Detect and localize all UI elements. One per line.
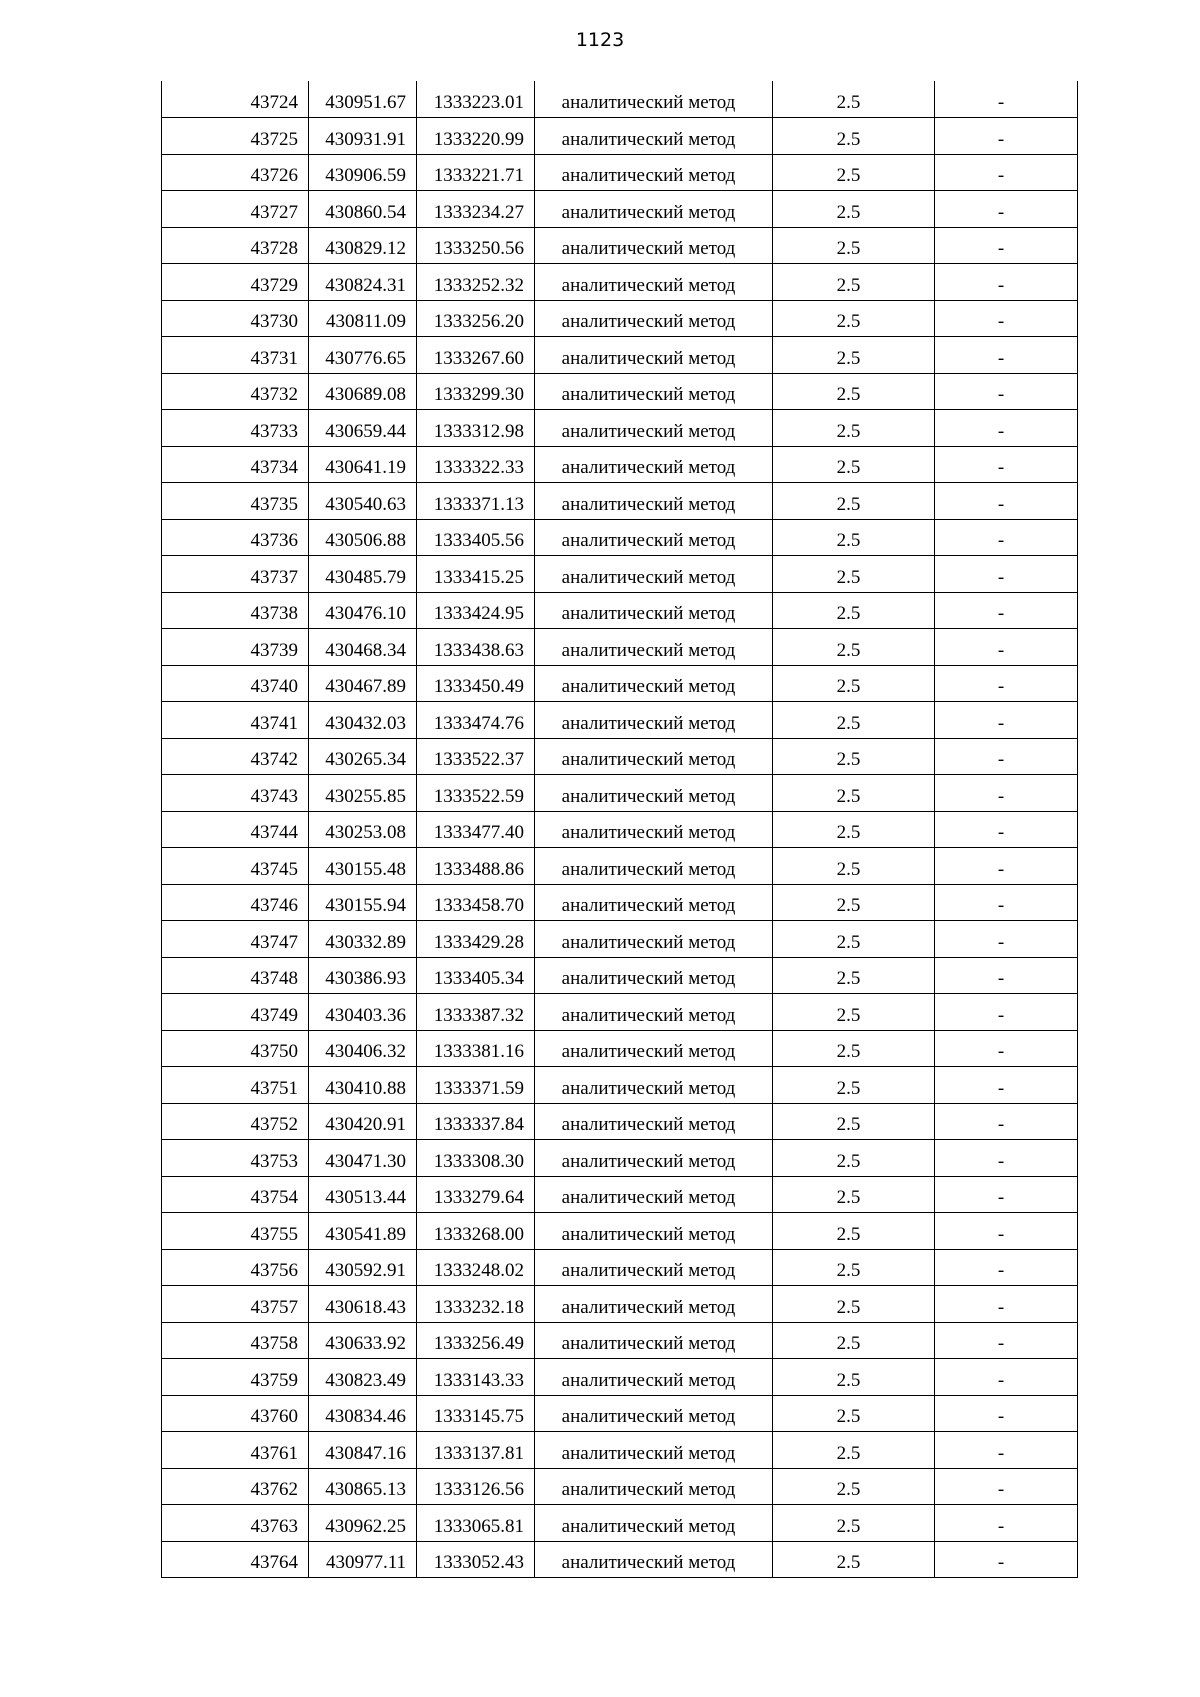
y-coordinate-cell: 1333252.32: [417, 264, 535, 301]
point-number-cell: 43739: [162, 629, 309, 666]
x-coordinate-cell: 430332.89: [309, 921, 417, 958]
x-coordinate-cell: 430847.16: [309, 1432, 417, 1469]
note-cell: -: [935, 81, 1078, 118]
method-cell: аналитический метод: [535, 337, 773, 374]
method-cell: аналитический метод: [535, 702, 773, 739]
note-cell: -: [935, 1249, 1078, 1286]
y-coordinate-cell: 1333220.99: [417, 118, 535, 155]
accuracy-cell: 2.5: [773, 446, 935, 483]
x-coordinate-cell: 430155.48: [309, 848, 417, 885]
point-number-cell: 43732: [162, 373, 309, 410]
note-cell: -: [935, 300, 1078, 337]
method-cell: аналитический метод: [535, 775, 773, 812]
note-cell: -: [935, 884, 1078, 921]
accuracy-cell: 2.5: [773, 118, 935, 155]
accuracy-cell: 2.5: [773, 1359, 935, 1396]
table-row: [162, 1067, 1078, 1104]
accuracy-cell: 2.5: [773, 1103, 935, 1140]
note-cell: -: [935, 410, 1078, 447]
y-coordinate-cell: 1333234.27: [417, 191, 535, 228]
x-coordinate-cell: 430824.31: [309, 264, 417, 301]
y-coordinate-cell: 1333429.28: [417, 921, 535, 958]
y-coordinate-cell: 1333415.25: [417, 556, 535, 593]
table-row: [162, 410, 1078, 447]
table-row: [162, 337, 1078, 374]
accuracy-cell: 2.5: [773, 811, 935, 848]
point-number-cell: 43758: [162, 1322, 309, 1359]
point-number-cell: 43733: [162, 410, 309, 447]
method-cell: аналитический метод: [535, 884, 773, 921]
x-coordinate-cell: 430865.13: [309, 1468, 417, 1505]
note-cell: -: [935, 811, 1078, 848]
note-cell: -: [935, 446, 1078, 483]
method-cell: аналитический метод: [535, 227, 773, 264]
method-cell: аналитический метод: [535, 592, 773, 629]
y-coordinate-cell: 1333381.16: [417, 1030, 535, 1067]
table-row: [162, 738, 1078, 775]
accuracy-cell: 2.5: [773, 665, 935, 702]
accuracy-cell: 2.5: [773, 1140, 935, 1177]
method-cell: аналитический метод: [535, 921, 773, 958]
method-cell: аналитический метод: [535, 556, 773, 593]
table-row: [162, 884, 1078, 921]
method-cell: аналитический метод: [535, 191, 773, 228]
x-coordinate-cell: 430506.88: [309, 519, 417, 556]
accuracy-cell: 2.5: [773, 738, 935, 775]
method-cell: аналитический метод: [535, 1213, 773, 1250]
y-coordinate-cell: 1333126.56: [417, 1468, 535, 1505]
table-row: [162, 848, 1078, 885]
accuracy-cell: 2.5: [773, 519, 935, 556]
y-coordinate-cell: 1333221.71: [417, 154, 535, 191]
method-cell: аналитический метод: [535, 1395, 773, 1432]
point-number-cell: 43735: [162, 483, 309, 520]
x-coordinate-cell: 430467.89: [309, 665, 417, 702]
point-number-cell: 43759: [162, 1359, 309, 1396]
accuracy-cell: 2.5: [773, 702, 935, 739]
accuracy-cell: 2.5: [773, 410, 935, 447]
note-cell: -: [935, 702, 1078, 739]
y-coordinate-cell: 1333522.59: [417, 775, 535, 812]
point-number-cell: 43744: [162, 811, 309, 848]
note-cell: -: [935, 264, 1078, 301]
x-coordinate-cell: 430641.19: [309, 446, 417, 483]
note-cell: -: [935, 373, 1078, 410]
accuracy-cell: 2.5: [773, 227, 935, 264]
y-coordinate-cell: 1333145.75: [417, 1395, 535, 1432]
y-coordinate-cell: 1333312.98: [417, 410, 535, 447]
accuracy-cell: 2.5: [773, 154, 935, 191]
point-number-cell: 43757: [162, 1286, 309, 1323]
y-coordinate-cell: 1333308.30: [417, 1140, 535, 1177]
accuracy-cell: 2.5: [773, 1322, 935, 1359]
table-row: [162, 227, 1078, 264]
method-cell: аналитический метод: [535, 300, 773, 337]
accuracy-cell: 2.5: [773, 994, 935, 1031]
note-cell: -: [935, 1395, 1078, 1432]
accuracy-cell: 2.5: [773, 957, 935, 994]
method-cell: аналитический метод: [535, 1067, 773, 1104]
y-coordinate-cell: 1333250.56: [417, 227, 535, 264]
y-coordinate-cell: 1333137.81: [417, 1432, 535, 1469]
method-cell: аналитический метод: [535, 1468, 773, 1505]
point-number-cell: 43745: [162, 848, 309, 885]
method-cell: аналитический метод: [535, 848, 773, 885]
x-coordinate-cell: 430823.49: [309, 1359, 417, 1396]
x-coordinate-cell: 430420.91: [309, 1103, 417, 1140]
x-coordinate-cell: 430541.89: [309, 1213, 417, 1250]
accuracy-cell: 2.5: [773, 1541, 935, 1578]
table-row: [162, 373, 1078, 410]
method-cell: аналитический метод: [535, 1541, 773, 1578]
table-row: [162, 1359, 1078, 1396]
point-number-cell: 43755: [162, 1213, 309, 1250]
table-row: [162, 629, 1078, 666]
x-coordinate-cell: 430468.34: [309, 629, 417, 666]
method-cell: аналитический метод: [535, 1286, 773, 1323]
accuracy-cell: 2.5: [773, 848, 935, 885]
y-coordinate-cell: 1333337.84: [417, 1103, 535, 1140]
x-coordinate-cell: 430906.59: [309, 154, 417, 191]
table-row: [162, 483, 1078, 520]
note-cell: -: [935, 154, 1078, 191]
note-cell: -: [935, 629, 1078, 666]
table-row: [162, 1322, 1078, 1359]
method-cell: аналитический метод: [535, 811, 773, 848]
note-cell: -: [935, 337, 1078, 374]
note-cell: -: [935, 775, 1078, 812]
method-cell: аналитический метод: [535, 483, 773, 520]
y-coordinate-cell: 1333387.32: [417, 994, 535, 1031]
x-coordinate-cell: 430265.34: [309, 738, 417, 775]
method-cell: аналитический метод: [535, 1359, 773, 1396]
table-row: [162, 118, 1078, 155]
y-coordinate-cell: 1333477.40: [417, 811, 535, 848]
x-coordinate-cell: 430406.32: [309, 1030, 417, 1067]
table-body: [162, 81, 1078, 1578]
point-number-cell: 43749: [162, 994, 309, 1031]
x-coordinate-cell: 430155.94: [309, 884, 417, 921]
point-number-cell: 43764: [162, 1541, 309, 1578]
note-cell: -: [935, 1359, 1078, 1396]
y-coordinate-cell: 1333256.49: [417, 1322, 535, 1359]
x-coordinate-cell: 430476.10: [309, 592, 417, 629]
accuracy-cell: 2.5: [773, 483, 935, 520]
note-cell: -: [935, 191, 1078, 228]
point-number-cell: 43750: [162, 1030, 309, 1067]
point-number-cell: 43729: [162, 264, 309, 301]
table-row: [162, 81, 1078, 118]
y-coordinate-cell: 1333232.18: [417, 1286, 535, 1323]
point-number-cell: 43742: [162, 738, 309, 775]
accuracy-cell: 2.5: [773, 1395, 935, 1432]
point-number-cell: 43734: [162, 446, 309, 483]
table-row: [162, 665, 1078, 702]
method-cell: аналитический метод: [535, 264, 773, 301]
point-number-cell: 43747: [162, 921, 309, 958]
y-coordinate-cell: 1333405.34: [417, 957, 535, 994]
x-coordinate-cell: 430410.88: [309, 1067, 417, 1104]
y-coordinate-cell: 1333267.60: [417, 337, 535, 374]
accuracy-cell: 2.5: [773, 921, 935, 958]
x-coordinate-cell: 430829.12: [309, 227, 417, 264]
accuracy-cell: 2.5: [773, 1030, 935, 1067]
y-coordinate-cell: 1333065.81: [417, 1505, 535, 1542]
method-cell: аналитический метод: [535, 81, 773, 118]
table-row: [162, 1140, 1078, 1177]
x-coordinate-cell: 430403.36: [309, 994, 417, 1031]
accuracy-cell: 2.5: [773, 1286, 935, 1323]
point-number-cell: 43761: [162, 1432, 309, 1469]
method-cell: аналитический метод: [535, 1140, 773, 1177]
x-coordinate-cell: 430513.44: [309, 1176, 417, 1213]
method-cell: аналитический метод: [535, 629, 773, 666]
y-coordinate-cell: 1333458.70: [417, 884, 535, 921]
x-coordinate-cell: 430977.11: [309, 1541, 417, 1578]
method-cell: аналитический метод: [535, 1176, 773, 1213]
table-row: [162, 994, 1078, 1031]
method-cell: аналитический метод: [535, 410, 773, 447]
point-number-cell: 43728: [162, 227, 309, 264]
note-cell: -: [935, 1468, 1078, 1505]
y-coordinate-cell: 1333268.00: [417, 1213, 535, 1250]
x-coordinate-cell: 430432.03: [309, 702, 417, 739]
x-coordinate-cell: 430253.08: [309, 811, 417, 848]
note-cell: -: [935, 592, 1078, 629]
point-number-cell: 43741: [162, 702, 309, 739]
table-row: [162, 811, 1078, 848]
accuracy-cell: 2.5: [773, 1432, 935, 1469]
table-row: [162, 1468, 1078, 1505]
method-cell: аналитический метод: [535, 154, 773, 191]
note-cell: -: [935, 665, 1078, 702]
x-coordinate-cell: 430659.44: [309, 410, 417, 447]
point-number-cell: 43726: [162, 154, 309, 191]
point-number-cell: 43740: [162, 665, 309, 702]
table-row: [162, 592, 1078, 629]
table-row: [162, 264, 1078, 301]
accuracy-cell: 2.5: [773, 337, 935, 374]
x-coordinate-cell: 430485.79: [309, 556, 417, 593]
table-row: [162, 300, 1078, 337]
method-cell: аналитический метод: [535, 118, 773, 155]
point-number-cell: 43737: [162, 556, 309, 593]
y-coordinate-cell: 1333279.64: [417, 1176, 535, 1213]
y-coordinate-cell: 1333371.59: [417, 1067, 535, 1104]
note-cell: -: [935, 1213, 1078, 1250]
table-row: [162, 519, 1078, 556]
note-cell: -: [935, 1176, 1078, 1213]
note-cell: -: [935, 1286, 1078, 1323]
method-cell: аналитический метод: [535, 665, 773, 702]
y-coordinate-cell: 1333488.86: [417, 848, 535, 885]
table-row: [162, 1395, 1078, 1432]
point-number-cell: 43730: [162, 300, 309, 337]
x-coordinate-cell: 430633.92: [309, 1322, 417, 1359]
x-coordinate-cell: 430592.91: [309, 1249, 417, 1286]
point-number-cell: 43752: [162, 1103, 309, 1140]
y-coordinate-cell: 1333256.20: [417, 300, 535, 337]
point-number-cell: 43753: [162, 1140, 309, 1177]
accuracy-cell: 2.5: [773, 1505, 935, 1542]
note-cell: -: [935, 1541, 1078, 1578]
point-number-cell: 43746: [162, 884, 309, 921]
accuracy-cell: 2.5: [773, 556, 935, 593]
accuracy-cell: 2.5: [773, 629, 935, 666]
table-row: [162, 556, 1078, 593]
x-coordinate-cell: 430540.63: [309, 483, 417, 520]
y-coordinate-cell: 1333248.02: [417, 1249, 535, 1286]
note-cell: -: [935, 848, 1078, 885]
x-coordinate-cell: 430962.25: [309, 1505, 417, 1542]
method-cell: аналитический метод: [535, 1249, 773, 1286]
table-row: [162, 957, 1078, 994]
table-row: [162, 702, 1078, 739]
accuracy-cell: 2.5: [773, 775, 935, 812]
table-row: [162, 446, 1078, 483]
point-number-cell: 43725: [162, 118, 309, 155]
table-row: [162, 775, 1078, 812]
y-coordinate-cell: 1333405.56: [417, 519, 535, 556]
accuracy-cell: 2.5: [773, 592, 935, 629]
note-cell: -: [935, 556, 1078, 593]
y-coordinate-cell: 1333474.76: [417, 702, 535, 739]
point-number-cell: 43756: [162, 1249, 309, 1286]
table-row: [162, 1505, 1078, 1542]
method-cell: аналитический метод: [535, 519, 773, 556]
table-row: [162, 1432, 1078, 1469]
note-cell: -: [935, 1067, 1078, 1104]
y-coordinate-cell: 1333322.33: [417, 446, 535, 483]
method-cell: аналитический метод: [535, 373, 773, 410]
method-cell: аналитический метод: [535, 1505, 773, 1542]
accuracy-cell: 2.5: [773, 1468, 935, 1505]
note-cell: -: [935, 738, 1078, 775]
table-row: [162, 1249, 1078, 1286]
point-number-cell: 43731: [162, 337, 309, 374]
method-cell: аналитический метод: [535, 994, 773, 1031]
point-number-cell: 43738: [162, 592, 309, 629]
point-number-cell: 43751: [162, 1067, 309, 1104]
x-coordinate-cell: 430834.46: [309, 1395, 417, 1432]
y-coordinate-cell: 1333371.13: [417, 483, 535, 520]
table-row: [162, 921, 1078, 958]
table-row: [162, 1213, 1078, 1250]
note-cell: -: [935, 957, 1078, 994]
point-number-cell: 43736: [162, 519, 309, 556]
accuracy-cell: 2.5: [773, 1176, 935, 1213]
coordinates-table: [161, 81, 1078, 1578]
point-number-cell: 43763: [162, 1505, 309, 1542]
note-cell: -: [935, 118, 1078, 155]
point-number-cell: 43762: [162, 1468, 309, 1505]
page-number: 1123: [575, 29, 625, 51]
note-cell: -: [935, 1322, 1078, 1359]
accuracy-cell: 2.5: [773, 1249, 935, 1286]
accuracy-cell: 2.5: [773, 373, 935, 410]
point-number-cell: 43754: [162, 1176, 309, 1213]
x-coordinate-cell: 430255.85: [309, 775, 417, 812]
table-row: [162, 1286, 1078, 1323]
note-cell: -: [935, 483, 1078, 520]
table-row: [162, 154, 1078, 191]
note-cell: -: [935, 1103, 1078, 1140]
method-cell: аналитический метод: [535, 957, 773, 994]
y-coordinate-cell: 1333143.33: [417, 1359, 535, 1396]
x-coordinate-cell: 430386.93: [309, 957, 417, 994]
y-coordinate-cell: 1333223.01: [417, 81, 535, 118]
table-row: [162, 191, 1078, 228]
method-cell: аналитический метод: [535, 1322, 773, 1359]
method-cell: аналитический метод: [535, 1432, 773, 1469]
y-coordinate-cell: 1333438.63: [417, 629, 535, 666]
table-row: [162, 1541, 1078, 1578]
note-cell: -: [935, 921, 1078, 958]
y-coordinate-cell: 1333522.37: [417, 738, 535, 775]
x-coordinate-cell: 430618.43: [309, 1286, 417, 1323]
accuracy-cell: 2.5: [773, 1213, 935, 1250]
x-coordinate-cell: 430471.30: [309, 1140, 417, 1177]
method-cell: аналитический метод: [535, 1030, 773, 1067]
note-cell: -: [935, 1030, 1078, 1067]
point-number-cell: 43727: [162, 191, 309, 228]
y-coordinate-cell: 1333450.49: [417, 665, 535, 702]
accuracy-cell: 2.5: [773, 884, 935, 921]
point-number-cell: 43748: [162, 957, 309, 994]
note-cell: -: [935, 519, 1078, 556]
accuracy-cell: 2.5: [773, 1067, 935, 1104]
note-cell: -: [935, 1505, 1078, 1542]
point-number-cell: 43743: [162, 775, 309, 812]
x-coordinate-cell: 430951.67: [309, 81, 417, 118]
method-cell: аналитический метод: [535, 446, 773, 483]
table-row: [162, 1176, 1078, 1213]
note-cell: -: [935, 227, 1078, 264]
note-cell: -: [935, 994, 1078, 1031]
x-coordinate-cell: 430776.65: [309, 337, 417, 374]
point-number-cell: 43760: [162, 1395, 309, 1432]
accuracy-cell: 2.5: [773, 264, 935, 301]
accuracy-cell: 2.5: [773, 191, 935, 228]
x-coordinate-cell: 430931.91: [309, 118, 417, 155]
y-coordinate-cell: 1333299.30: [417, 373, 535, 410]
accuracy-cell: 2.5: [773, 81, 935, 118]
point-number-cell: 43724: [162, 81, 309, 118]
method-cell: аналитический метод: [535, 738, 773, 775]
method-cell: аналитический метод: [535, 1103, 773, 1140]
y-coordinate-cell: 1333424.95: [417, 592, 535, 629]
x-coordinate-cell: 430811.09: [309, 300, 417, 337]
accuracy-cell: 2.5: [773, 300, 935, 337]
table-row: [162, 1103, 1078, 1140]
table-row: [162, 1030, 1078, 1067]
x-coordinate-cell: 430689.08: [309, 373, 417, 410]
note-cell: -: [935, 1432, 1078, 1469]
note-cell: -: [935, 1140, 1078, 1177]
y-coordinate-cell: 1333052.43: [417, 1541, 535, 1578]
x-coordinate-cell: 430860.54: [309, 191, 417, 228]
